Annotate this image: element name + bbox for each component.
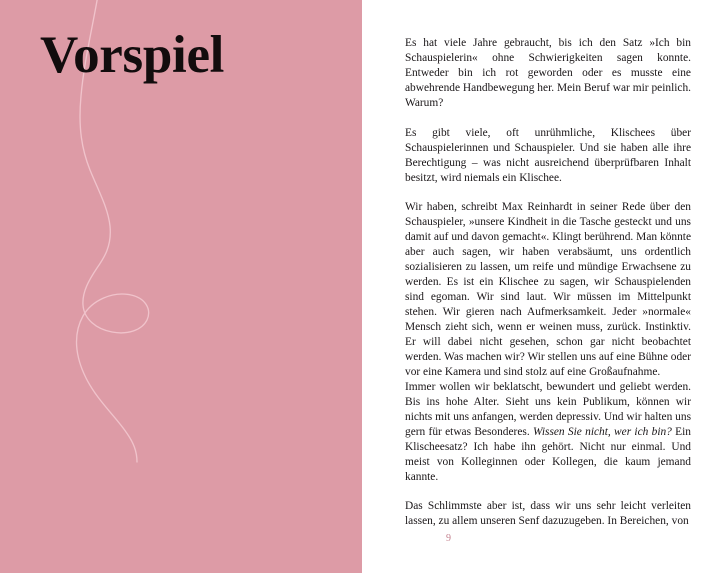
- body-text-column: [405, 36, 691, 529]
- chapter-title: Vorspiel: [40, 26, 225, 84]
- paragraph-2: Es gibt viele, oft unrühmliche, Klischees über Schauspielerinnen und Schauspieler. Und sie haben alle ihre Berechtigung – was nicht ausreichend überprüfbaren Inhalt besitzt, wird niemals ein Klischee.: [405, 126, 691, 184]
- page-number: 9: [446, 533, 452, 544]
- paragraph-4-emphasis: Wissen Sie nicht, wer ich bin?: [532, 425, 672, 438]
- paragraph-4-part-1: Immer wollen wir beklatscht, bewundert und geliebt werden. Bis ins hohe Alter. Sieht uns kein Publikum, können wir nichts mit uns anfangen, werden depressiv. Und wir halten uns gern für etwas Besonderes.: [405, 380, 691, 438]
- paragraph-5: Das Schlimmste aber ist, dass wir uns sehr leicht verleiten lassen, zu allem unseren Senf dazuzugeben. In Bereichen, von: [405, 500, 691, 528]
- paragraph-4-part-2: Ein Klischeesatz? Ich habe ihn gehört. Nicht nur einmal. Und meist von Kolleginnen oder Kollegen, die kaum jemand kannte.: [405, 425, 691, 483]
- paragraph-3: Wir haben, schreibt Max Reinhardt in seiner Rede über den Schauspieler, »unsere Kindheit in die Tasche gesteckt und uns damit auf und davon gemacht«. Klingt berührend. Man könnte aber auch sagen, wir haben verabsäumt, uns ordentlich sozialisieren zu lassen, um reife und mündige Erwachsene zu werden. Es ist ein Klischee zu sagen, wir Schauspielenden sind egoman. Wir sind laut. Wir müssen im Mittelpunkt stehen. Wir gieren nach Aufmerksamkeit. Jeder »normale« Mensch zieht sich, wenn er weinen muss, zurück. Instinktiv. Er will dabei nicht gesehen, schon gar nicht beobachtet werden. Was machen wir? Wir stellen uns auf eine Bühne oder vor eine Kamera und sind stolz auf eine Großaufnahme.: [405, 201, 691, 378]
- paragraph-4: [405, 380, 691, 485]
- paragraph-1: Es hat viele Jahre gebraucht, bis ich den Satz »Ich bin Schauspielerin« ohne Schwierigkeiten sagen konnte. Entweder bin ich rot geworden oder es musste eine abwehrende Handbewegung her. Mein Beruf war mir peinlich. Warum?: [405, 37, 691, 109]
